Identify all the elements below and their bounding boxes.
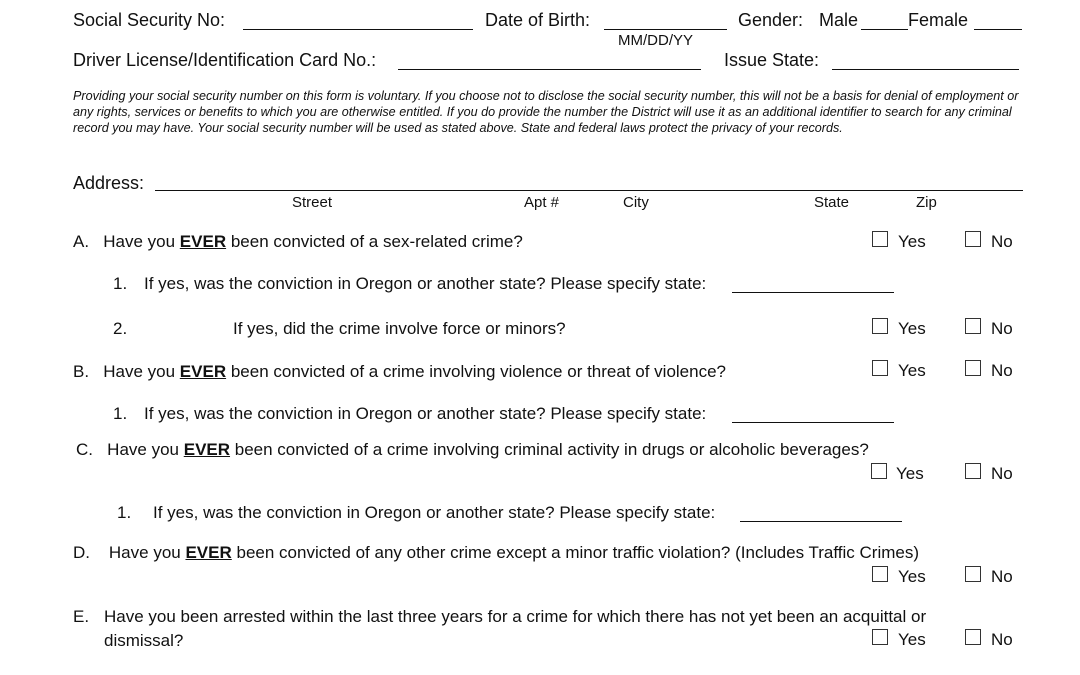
question-a2-no-checkbox[interactable] [965, 318, 981, 334]
question-b1-number: 1. [113, 404, 128, 423]
question-a-pre: Have you [103, 232, 176, 251]
question-e-line1: Have you been arrested within the last three years for a crime for which there has not yet been an acquittal or [104, 607, 927, 626]
question-a1-text: If yes, was the conviction in Oregon or another state? Please specify state: [144, 274, 707, 293]
gender-male-label: Male [819, 10, 859, 30]
question-e-yes-checkbox[interactable] [872, 629, 888, 645]
dob-label: Date of Birth: [485, 10, 591, 30]
question-b-yes-label: Yes [898, 361, 926, 380]
gender-label: Gender: [738, 10, 804, 30]
address-zip-caption: Zip [916, 194, 937, 211]
ssn-field[interactable] [243, 29, 473, 30]
question-c-yes-label: Yes [896, 464, 924, 483]
issue-state-label: Issue State: [724, 50, 820, 70]
question-a2-no-label: No [991, 319, 1013, 338]
question-a-yes-checkbox[interactable] [872, 231, 888, 247]
question-b-letter: B. [73, 362, 90, 381]
question-a2-number: 2. [113, 319, 128, 338]
address-label: Address: [73, 173, 145, 193]
question-e-letter: E. [73, 607, 90, 626]
address-street-caption: Street [292, 194, 333, 211]
dob-format-hint: MM/DD/YY [618, 32, 693, 49]
question-c-no-checkbox[interactable] [965, 463, 981, 479]
ssn-privacy-notice: Providing your social security number on this form is voluntary. If you choose not to disclose the social security number, this will not be a basis for denial of employment or any rights, services or benefits to which you are otherwise entitled. If you do provide the number the District will use it as an additional identifier to search for any criminal record you may have. Your social security number will be used as stated above. State and federal laws protect the privacy of your records. [73, 89, 1019, 135]
question-a-ever: EVER [179, 232, 227, 251]
address-city-caption: City [623, 194, 649, 211]
question-e-no-label: No [991, 630, 1013, 649]
question-b1-text: If yes, was the conviction in Oregon or another state? Please specify state: [144, 404, 707, 423]
question-c-letter: C. [76, 440, 93, 459]
question-a-yes-label: Yes [898, 232, 926, 251]
issue-state-field[interactable] [832, 69, 1019, 70]
question-b-pre: Have you [103, 362, 176, 381]
address-state-caption: State [814, 194, 850, 211]
question-c-no-label: No [991, 464, 1013, 483]
question-d-post: been convicted of any other crime except a minor traffic violation? (Includes Traffic Crimes) [236, 543, 920, 562]
question-b-ever: EVER [179, 362, 227, 381]
question-a1-number: 1. [113, 274, 128, 293]
question-b [73, 362, 726, 382]
question-c-ever: EVER [183, 440, 231, 459]
question-d-yes-label: Yes [898, 567, 926, 586]
question-a1-state-field[interactable] [732, 292, 894, 293]
question-d-yes-checkbox[interactable] [872, 566, 888, 582]
question-d-letter: D. [73, 543, 90, 562]
question-b-yes-checkbox[interactable] [872, 360, 888, 376]
question-a-letter: A. [73, 232, 90, 251]
question-a-post: been convicted of a sex-related crime? [230, 232, 523, 251]
question-d-no-checkbox[interactable] [965, 566, 981, 582]
question-c1-number: 1. [117, 503, 132, 522]
dob-field[interactable] [604, 29, 727, 30]
question-c-pre: Have you [107, 440, 179, 459]
question-b1-state-field[interactable] [732, 422, 894, 423]
question-c-post: been convicted of a crime involving criminal activity in drugs or alcoholic beverages? [234, 440, 869, 459]
question-a-no-label: No [991, 232, 1013, 251]
question-a2-yes-checkbox[interactable] [872, 318, 888, 334]
address-field[interactable] [155, 190, 1023, 191]
gender-male-field[interactable] [861, 29, 908, 30]
question-d-ever: EVER [185, 543, 232, 562]
address-apt-caption: Apt # [524, 194, 560, 211]
question-c1-text: If yes, was the conviction in Oregon or another state? Please specify state: [153, 503, 716, 522]
ssn-label: Social Security No: [73, 10, 226, 30]
question-e-line2: dismissal? [104, 631, 184, 650]
question-b-no-checkbox[interactable] [965, 360, 981, 376]
question-e-no-checkbox[interactable] [965, 629, 981, 645]
gender-female-label: Female [908, 10, 969, 30]
question-b-post: been convicted of a crime involving violence or threat of violence? [230, 362, 726, 381]
license-field[interactable] [398, 69, 701, 70]
question-a2-text: If yes, did the crime involve force or minors? [233, 319, 566, 338]
question-c [76, 440, 869, 460]
question-a [73, 232, 523, 252]
question-a-no-checkbox[interactable] [965, 231, 981, 247]
question-d-no-label: No [991, 567, 1013, 586]
gender-female-field[interactable] [974, 29, 1022, 30]
question-b-no-label: No [991, 361, 1013, 380]
question-e-yes-label: Yes [898, 630, 926, 649]
question-d-pre: Have you [108, 543, 181, 562]
question-d [73, 543, 919, 563]
license-label: Driver License/Identification Card No.: [73, 50, 377, 70]
question-a2-yes-label: Yes [898, 319, 926, 338]
question-c-yes-checkbox[interactable] [871, 463, 887, 479]
question-c1-state-field[interactable] [740, 521, 902, 522]
